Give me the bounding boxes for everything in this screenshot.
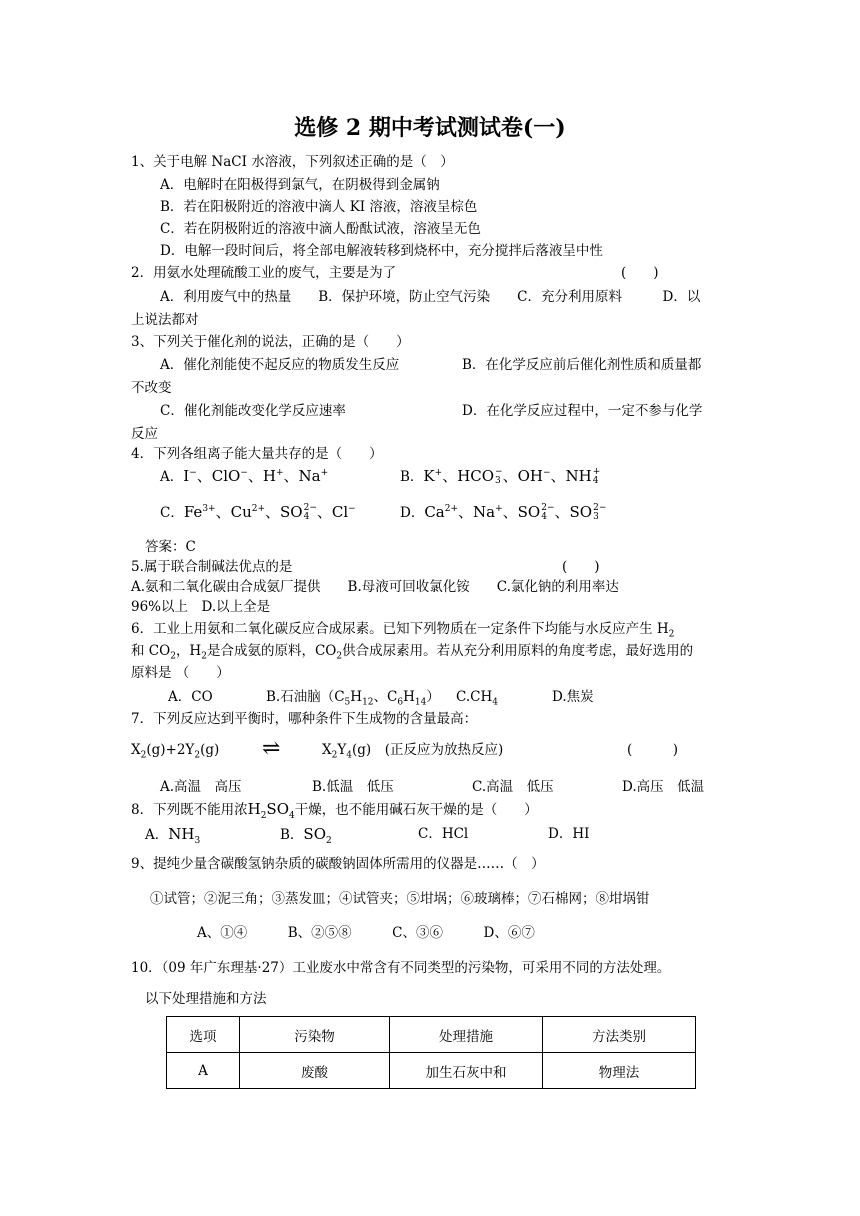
table-row <box>167 1053 696 1089</box>
q3-option-b: B．在化学反应前后催化剂性质和质量都 <box>462 357 702 373</box>
q1-option-b: B．若在阳极附近的溶液中滴人 KI 溶液，溶液呈棕色 <box>160 199 478 215</box>
q8-stem-pre: 8．下列既不能用浓 <box>131 802 248 818</box>
q4-option-a: A．I−、ClO−、H+、Na+ <box>160 467 329 485</box>
q6-option-b-mid: H <box>350 689 363 705</box>
q7-option-d: D.高压 低温 <box>622 779 705 795</box>
q2-paren: ( ) <box>621 265 659 281</box>
q4-option-d: D．$Ca^{2+}$、Na+、SO 2− 4 、SO 2− 3 <box>400 503 607 522</box>
q2-options-cont: 上说法都对 <box>131 312 199 328</box>
q5-options: A.氨和二氧化碳由合成氨厂提供 B.母液可回收氯化铵 C.氯化钠的利用率达 <box>131 579 619 595</box>
q8-option-d: D．HI <box>548 826 590 842</box>
q7-rhs-end: (g) (正反应为放热反应) <box>352 742 504 758</box>
table-cell: A <box>167 1053 240 1089</box>
q4-answer: 答案：C <box>145 539 196 555</box>
table-header-cell: 方法类别 <box>543 1017 696 1053</box>
q3-option-a: A．催化剂能使不起反应的物质发生反应 <box>160 357 400 373</box>
q6-line-1-text: 6．工业上用氨和二氧化碳反应合成尿素。已知下列物质在一定条件下均能与水反应产生 H <box>131 621 669 637</box>
q8-option-b: B．$SO_2$ <box>280 825 332 846</box>
q1-option-a: A．电解时在阳极得到氯气，在阴极得到金属钠 <box>160 177 440 193</box>
q6-option-b: B.石油脑（$C_5H_{12}$、$C_6H_{14}$） <box>266 689 440 708</box>
q7-option-a: A.高温 高压 <box>160 779 242 795</box>
q6-option-c-pre: C.CH <box>456 689 493 705</box>
q9-options: A、①④ B、②⑤⑧ C、③⑥ D、⑥⑦ <box>197 925 535 941</box>
q10-table <box>166 1016 696 1089</box>
table-header-cell: 处理措施 <box>390 1017 543 1053</box>
q8-option-a-label: A． <box>145 827 169 843</box>
q7-equation-rhs: $X_2Y_4(g)$ (正反应为放热反应) <box>322 742 504 761</box>
q5-paren: ( ) <box>562 559 600 575</box>
q9-stem: 9、提纯少量含碳酸氢钠杂质的碳酸钠固体所需用的仪器是……（ ） <box>131 856 545 872</box>
q7-lhs-end: (g) <box>200 742 220 758</box>
q3-stem: 3、下列关于催化剂的说法，正确的是（ ） <box>131 334 410 350</box>
q7-option-c: C.高温 低压 <box>472 779 554 795</box>
q1-stem: 1、关于电解 NaCI 水溶液，下列叙述正确的是（ ） <box>131 154 454 170</box>
q9-items: ①试管；②泥三角；③蒸发皿；④试管夹；⑤坩埚；⑥玻璃棒；⑦石棉网；⑧坩埚钳 <box>150 891 650 907</box>
q5-options-cont: 96%以上 D.以上全是 <box>131 599 271 615</box>
q7-stem: 7．下列反应达到平衡时，哪种条件下生成物的含量最高： <box>131 711 478 727</box>
q6-line-2: 和 $CO_2$，$H_2$是合成氨的原料，$CO_2$供合成尿素用。若从充分利用原料的角度考虑，最好选用的 <box>131 643 694 662</box>
equilibrium-arrow-icon: ⇌ <box>262 736 281 761</box>
q4-option-a-label: A． <box>160 469 184 485</box>
q3-option-d-cont: 反应 <box>131 426 158 442</box>
q6-option-d: D.焦炭 <box>552 689 594 705</box>
q6-option-b-sep: 、C <box>373 689 398 705</box>
q2-options: A．利用废气中的热量 B．保护环境，防止空气污染 C．充分利用原料 D．以 <box>160 289 701 305</box>
q7-lhs-text: (g)+2Y <box>146 742 195 758</box>
table-cell: 物理法 <box>543 1053 696 1089</box>
q1-option-d: D．电解一段时间后，将全部电解液转移到烧杯中，充分搅拌后落液呈中性 <box>160 243 603 259</box>
q8-stem-post: 干燥，也不能用碱石灰干燥的是（ ） <box>294 802 538 818</box>
table-header-cell: 污染物 <box>240 1017 390 1053</box>
q8-option-b-label: B． <box>280 827 304 843</box>
q7-paren: ( ) <box>627 742 679 758</box>
q8-stem: 8．下列既不能用浓$H_2SO_4$干燥，也不能用碱石灰干燥的是（ ） <box>131 800 538 821</box>
q1-option-c: C．若在阴极附近的溶液中滴人酚酞试液，溶液呈无色 <box>160 221 481 237</box>
q7-equation-lhs: $X_2(g)+2Y_2(g)$ <box>131 742 220 761</box>
table-header-cell: 选项 <box>167 1017 240 1053</box>
q6-line-2-end: 供合成尿素用。若从充分利用原料的角度考虑，最好选用的 <box>342 643 694 659</box>
table-cell: 加生石灰中和 <box>390 1053 543 1089</box>
table-header-row <box>167 1017 696 1053</box>
q6-option-c: $C.CH_4$ <box>456 689 498 708</box>
q3-option-d: D．在化学反应过程中，一定不参与化学 <box>462 403 703 419</box>
q4-option-c-label: C． <box>160 505 184 521</box>
q10-stem: 10．（09 年广东理基·27）工业废水中常含有不同类型的污染物，可采用不同的方法处理。 <box>131 960 671 976</box>
q6-option-b-end: ） <box>426 689 440 705</box>
q4-option-c: C．$Fe^{3+}$、$Cu^{2+}$、SO 2− 4 、Cl− <box>160 503 356 522</box>
q6-option-b-pre: B.石油脑（C <box>266 689 345 705</box>
q4-option-b: B．K+、HCO − 3 、OH−、NH + 4 <box>400 467 601 486</box>
q4-option-d-label: D． <box>400 505 425 521</box>
q4-option-b-label: B． <box>400 469 424 485</box>
q3-option-c: C．催化剂能改变化学反应速率 <box>160 403 346 419</box>
q6-line-2-pre: 和 CO <box>131 643 171 659</box>
q4-stem: 4．下列各组离子能大量共存的是（ ） <box>131 446 383 462</box>
q6-line-2-rest: 是合成氨的原料，CO <box>206 643 337 659</box>
q6-line-3: 原料是 （ ） <box>131 665 230 681</box>
q2-stem: 2．用氨水处理硫酸工业的废气，主要是为了 <box>131 265 397 281</box>
q8-option-c: C．HCl <box>418 826 469 842</box>
q10-sub: 以下处理措施和方法 <box>145 991 267 1007</box>
q8-option-a: A．$NH_3$ <box>145 825 201 846</box>
q6-option-a: A．CO <box>168 689 213 705</box>
q7-option-b: B.低温 低压 <box>312 779 394 795</box>
q5-stem: 5.属于联合制碱法优点的是 <box>131 559 293 575</box>
table-cell: 废酸 <box>240 1053 390 1089</box>
q3-option-b-cont: 不改变 <box>131 380 172 396</box>
page-title: 选修 2 期中考试测试卷(一) <box>294 115 566 141</box>
q6-line-2-mid: ，H <box>175 643 202 659</box>
q6-line-1: 6．工业上用氨和二氧化碳反应合成尿素。已知下列物质在一定条件下均能与水反应产生 $H_2$ <box>131 621 675 640</box>
